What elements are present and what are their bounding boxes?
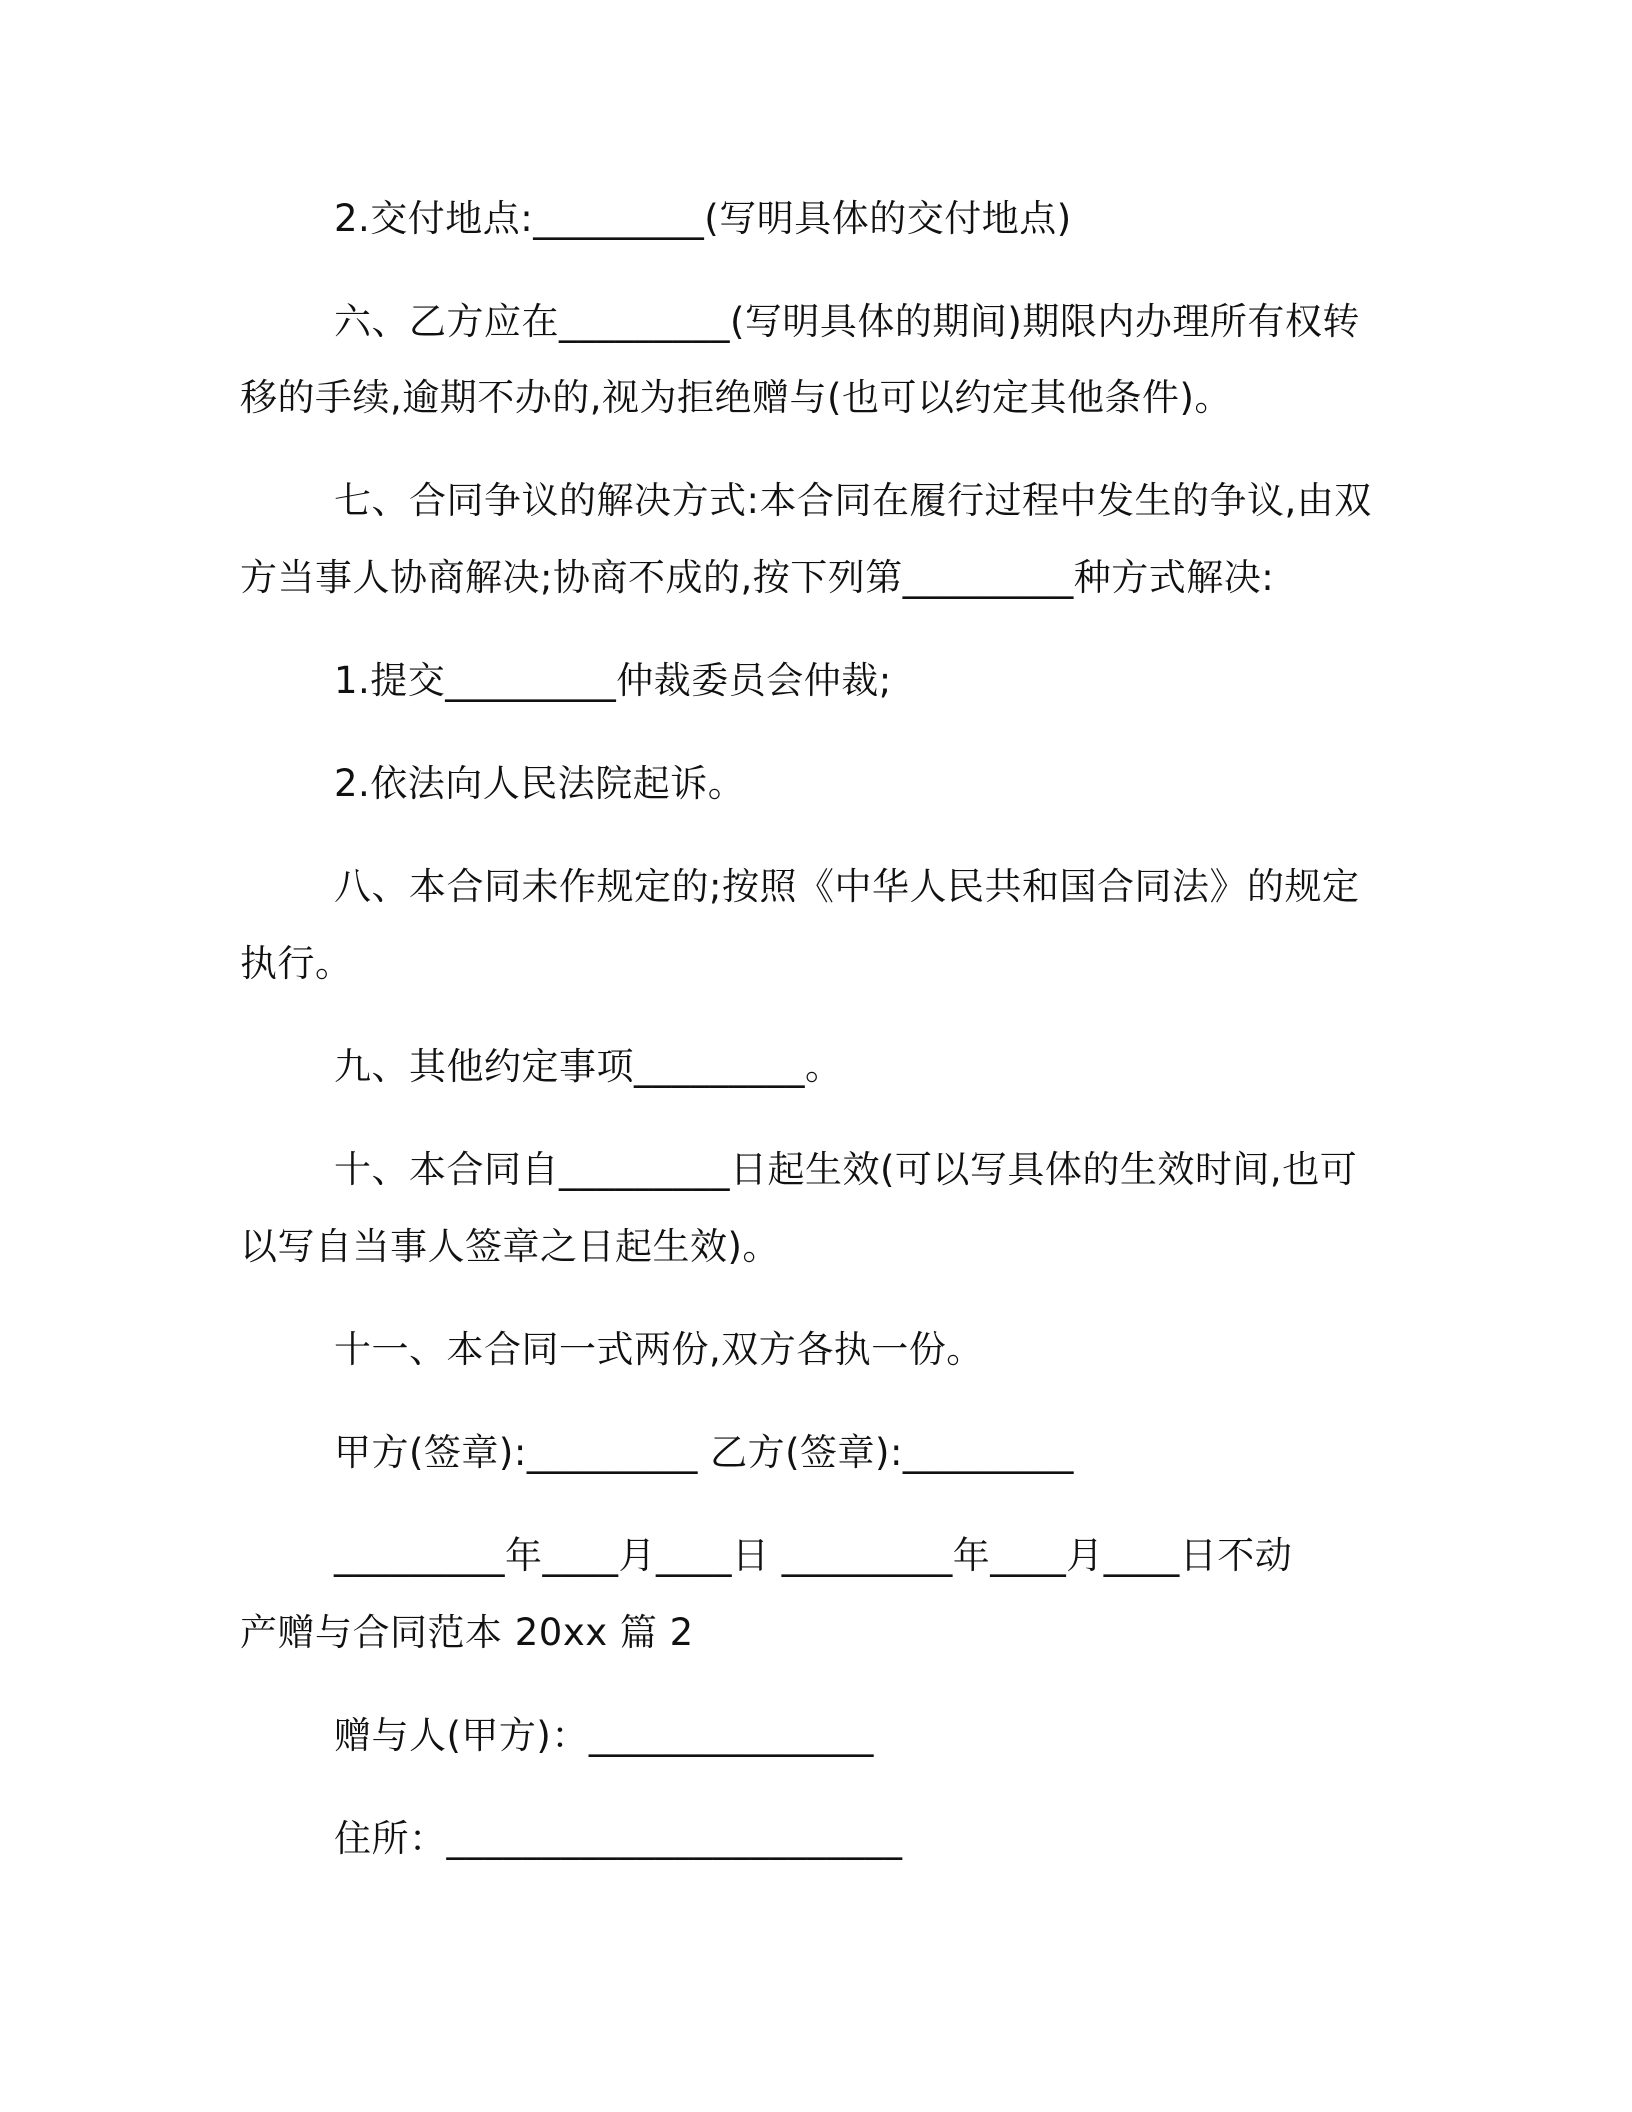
paragraph-line: 以写自当事人签章之日起生效)。 (240, 1225, 780, 1268)
paragraph-line: 2.交付地点:_________(写明具体的交付地点) (334, 197, 1072, 240)
paragraph-line: 十、本合同自_________日起生效(可以写具体的生效时间,也可 (334, 1148, 1358, 1191)
paragraph-line: 1.提交_________仲裁委员会仲裁; (334, 659, 892, 702)
paragraph-line: 九、其他约定事项_________。 (334, 1045, 843, 1088)
section-heading: 产赠与合同范本 20xx 篇 2 (240, 1611, 694, 1654)
paragraph-line: 八、本合同未作规定的;按照《中华人民共和国合同法》的规定 (334, 865, 1360, 908)
paragraph-line: 执行。 (240, 942, 353, 985)
address-field: 住所：________________________ (334, 1817, 903, 1860)
paragraph-line: 2.依法向人民法院起诉。 (334, 762, 746, 805)
paragraph-line: 方当事人协商解决;协商不成的,按下列第_________种方式解决: (240, 556, 1275, 599)
date-line: _________年____月____日 _________年____月____日不动 (334, 1534, 1293, 1577)
paragraph-line: 移的手续,逾期不办的,视为拒绝赠与(也可以约定其他条件)。 (240, 376, 1232, 419)
paragraph-line: 七、合同争议的解决方式:本合同在履行过程中发生的争议,由双 (334, 479, 1372, 522)
signature-line: 甲方(签章):_________ 乙方(签章):_________ (334, 1431, 1074, 1474)
paragraph-line: 六、乙方应在_________(写明具体的期间)期限内办理所有权转 (334, 300, 1360, 343)
donor-field: 赠与人(甲方)：_______________ (334, 1714, 874, 1757)
paragraph-line: 十一、本合同一式两份,双方各执一份。 (334, 1328, 984, 1371)
